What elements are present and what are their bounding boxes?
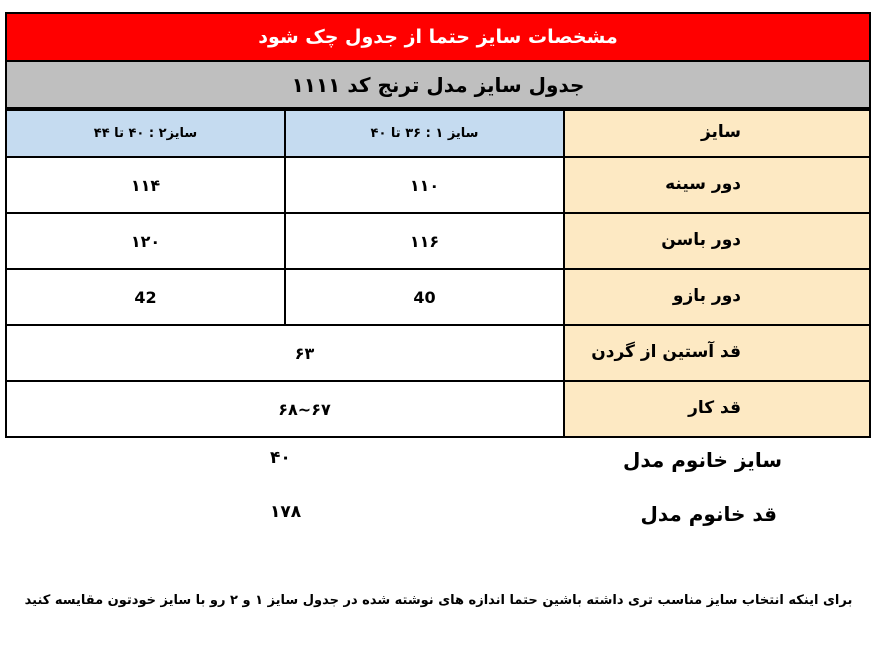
table-row (6, 213, 870, 269)
model-size-label: سایز خانوم مدل (623, 448, 782, 472)
size2-value-cell: ۱۱۴ (6, 157, 285, 213)
table-row (6, 325, 870, 381)
row-label-cell: دور بازو (564, 269, 870, 325)
header-size1-cell: سایز ۱ : ۳۶ تا ۴۰ (285, 110, 564, 157)
size1-value-cell: 40 (285, 269, 564, 325)
row-label-cell: دور باسن (564, 213, 870, 269)
table-header-row (6, 110, 870, 157)
size2-value-cell: ۱۲۰ (6, 213, 285, 269)
header-size2-cell: سایز۲ : ۴۰ تا ۴۴ (6, 110, 285, 157)
size-table (5, 109, 871, 438)
size2-value-cell: 42 (6, 269, 285, 325)
row-label-cell: قد آستین از گردن (564, 325, 870, 381)
size-chart (5, 12, 871, 438)
table-row (6, 381, 870, 437)
title-bar (5, 12, 871, 62)
model-size-value: ۴۰ (270, 448, 291, 468)
size1-value-cell: ۱۱۶ (285, 213, 564, 269)
size1-value-cell: ۱۱۰ (285, 157, 564, 213)
model-height-value: ۱۷۸ (270, 502, 302, 522)
footer-note: برای اینکه انتخاب سایز مناسب تری داشته باشین حتما اندازه های نوشته شده در جدول سایز ۱ و ۲ رو با سایز خودتون مقایسه کنید (24, 593, 853, 608)
merged-value-cell: ۶۳ (6, 325, 564, 381)
subtitle-bar (5, 62, 871, 109)
title-text: مشخصات سایز حتما از جدول چک شود (258, 26, 618, 48)
model-height-label: قد خانوم مدل (640, 502, 777, 526)
merged-value-cell: ۶۷~۶۸ (6, 381, 564, 437)
subtitle-text: جدول سایز مدل ترنج کد ۱۱۱۱ (291, 72, 585, 97)
header-label-cell: سایز (564, 110, 870, 157)
row-label-cell: قد کار (564, 381, 870, 437)
table-row (6, 157, 870, 213)
table-row (6, 269, 870, 325)
row-label-cell: دور سینه (564, 157, 870, 213)
